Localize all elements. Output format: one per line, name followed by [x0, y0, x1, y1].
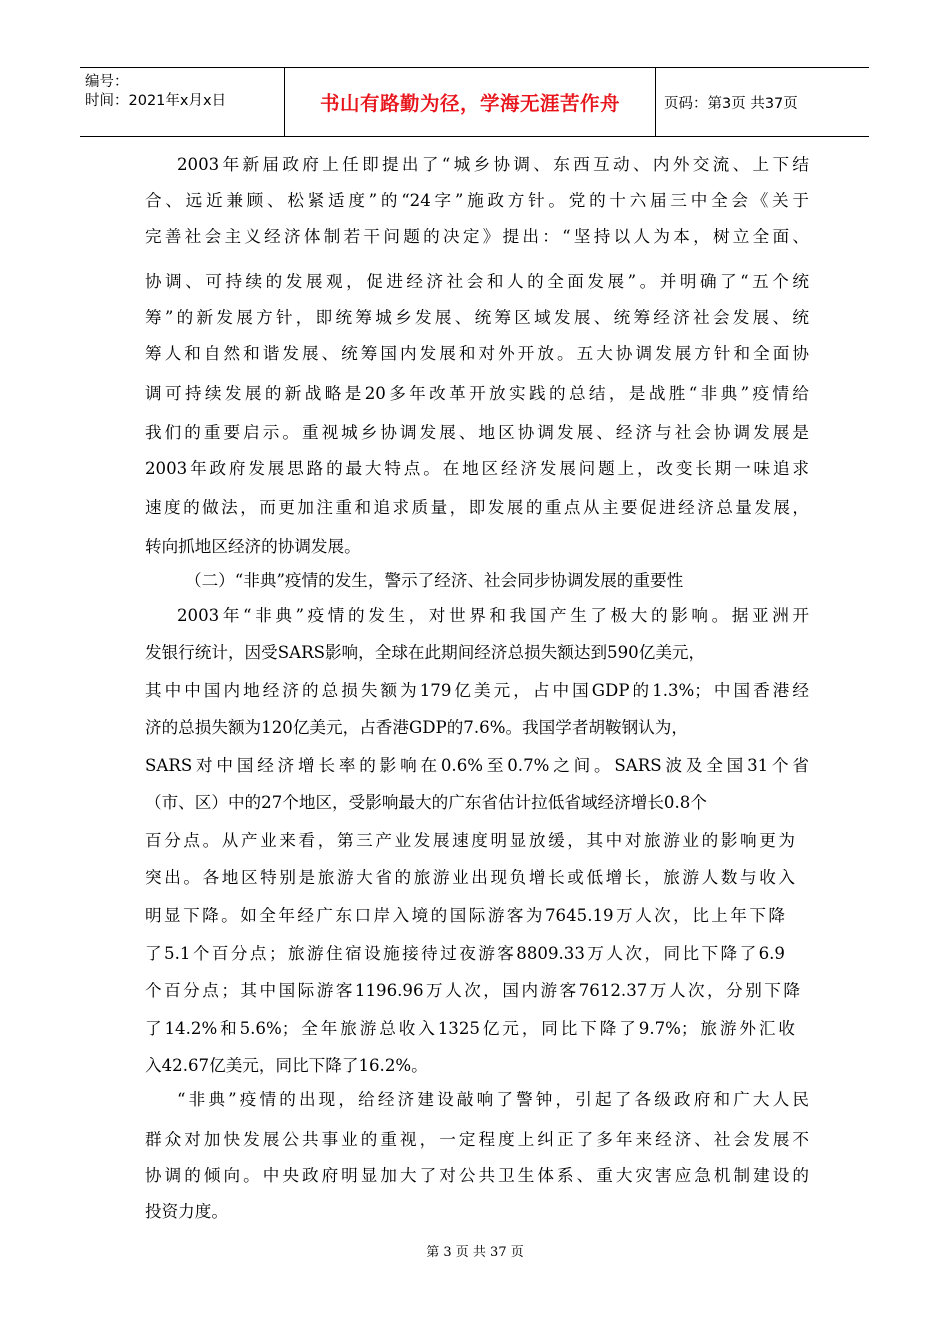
- text-line: 了5.1个百分点；旅游住宿设施接待过夜游客8809.33万人次，同比下降了6.9: [145, 944, 785, 963]
- text-line: 筹人和自然和谐发展、统筹国内发展和对外开放。五大协调发展方针和全面协: [145, 344, 809, 363]
- header-motto-cell: [284, 68, 656, 136]
- text-line: 入42.67亿美元，同比下降了16.2%。: [145, 1056, 428, 1075]
- header-meta-cell: [80, 68, 284, 136]
- text-line: 完善社会主义经济体制若干问题的决定》提出：“坚持以人为本，树立全面、: [145, 227, 809, 246]
- text-line: 群众对加快发展公共事业的重视，一定程度上纠正了多年来经济、社会发展不: [145, 1130, 809, 1149]
- text-line: （市、区）中的27个地区，受影响最大的广东省估计拉低省域经济增长0.8个: [145, 793, 707, 812]
- text-line: 2003年“非典”疫情的发生，对世界和我国产生了极大的影响。据亚洲开: [177, 606, 809, 625]
- text-line: 其中中国内地经济的总损失额为179亿美元，占中国GDP的1.3%；中国香港经: [145, 681, 809, 700]
- page-header: [80, 67, 869, 137]
- text-line: 2003年政府发展思路的最大特点。在地区经济发展问题上，改变长期一味追求: [145, 459, 809, 478]
- text-line: 突出。各地区特别是旅游大省的旅游业出现负增长或低增长，旅游人数与收入: [145, 868, 795, 887]
- text-line: “非典”疫情的出现，给经济建设敲响了警钟，引起了各级政府和广大人民: [177, 1090, 809, 1109]
- text-line: 投资力度。: [145, 1202, 228, 1221]
- text-line: 合、远近兼顾、松紧适度”的“24字”施政方针。党的十六届三中全会《关于: [145, 191, 809, 210]
- page-info: 页码：第3页 共37页: [664, 95, 798, 112]
- text-line: 协调、可持续的发展观，促进经济社会和人的全面发展”。并明确了“五个统: [145, 272, 809, 291]
- text-line: 个百分点；其中国际游客1196.96万人次，国内游客7612.37万人次，分别下降: [145, 981, 800, 1000]
- text-line: 协调的倾向。中央政府明显加大了对公共卫生体系、重大灾害应急机制建设的: [145, 1166, 809, 1185]
- text-line: SARS对中国经济增长率的影响在0.6%至0.7%之间。SARS波及全国31个省: [145, 756, 809, 775]
- text-line: 速度的做法，而更加注重和追求质量，即发展的重点从主要促进经济总量发展，: [145, 498, 809, 517]
- text-line: 百分点。从产业来看，第三产业发展速度明显放缓，其中对旅游业的影响更为: [145, 831, 795, 850]
- text-line: 了14.2%和5.6%；全年旅游总收入1325亿元，同比下降了9.7%；旅游外汇收: [145, 1019, 795, 1038]
- header-page-cell: [656, 68, 869, 136]
- text-line: 转向抓地区经济的协调发展。: [145, 537, 361, 556]
- text-line: 筹”的新发展方针，即统筹城乡发展、统筹区域发展、统筹经济社会发展、统: [145, 308, 809, 327]
- text-line: 2003年新届政府上任即提出了“城乡协调、东西互动、内外交流、上下结: [177, 155, 809, 174]
- text-line: 明显下降。如全年经广东口岸入境的国际游客为7645.19万人次，比上年下降: [145, 906, 785, 925]
- page-footer: 第 3 页 共 37 页: [426, 1245, 524, 1260]
- text-line: 调可持续发展的新战略是20多年改革开放实践的总结，是战胜“非典”疫情给: [145, 384, 809, 403]
- serial-number-label: 编号：: [85, 74, 129, 90]
- section-heading: （二）“非典”疫情的发生，警示了经济、社会同步协调发展的重要性: [185, 571, 684, 590]
- date-label: 时间：2021年x月x日: [85, 93, 227, 109]
- text-line: 发银行统计，因受SARS影响，全球在此期间经济总损失额达到590亿美元，: [145, 643, 706, 662]
- motto-text: 书山有路勤为径，学海无涯苦作舟: [319, 92, 620, 115]
- text-line: 济的总损失额为120亿美元，占香港GDP的7.6%。我国学者胡鞍钢认为，: [145, 718, 688, 737]
- text-line: 我们的重要启示。重视城乡协调发展、地区协调发展、经济与社会协调发展是: [145, 423, 809, 442]
